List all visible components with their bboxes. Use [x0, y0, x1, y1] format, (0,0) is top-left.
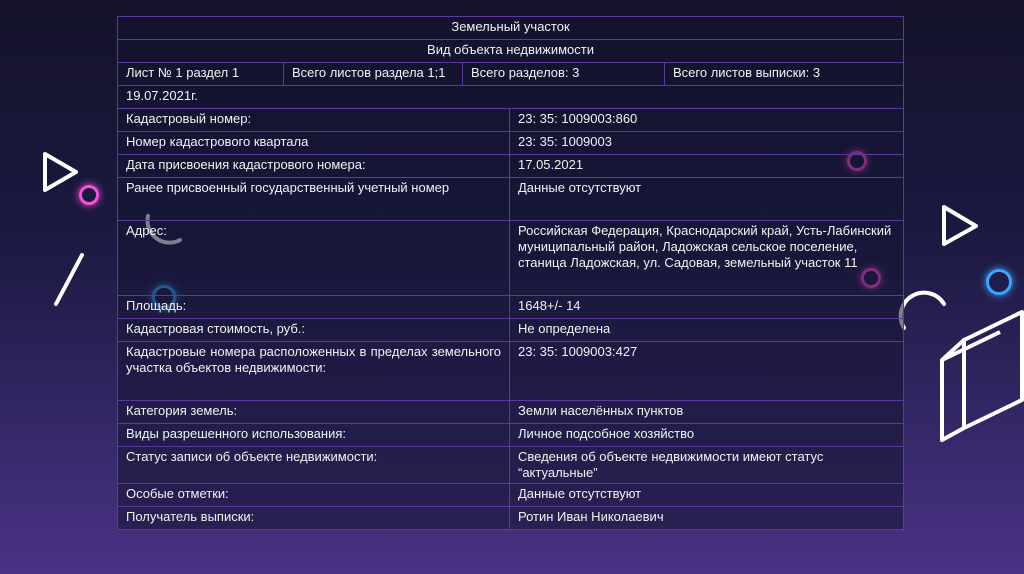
row-label: Категория земель: [118, 401, 510, 424]
row-label: Кадастровая стоимость, руб.: [118, 319, 510, 342]
table-row [118, 319, 904, 342]
row-value: 23: 35: 1009003 [510, 132, 904, 155]
blue-ring-right-icon [986, 269, 1012, 295]
table-row [118, 424, 904, 447]
row-value: Данные отсутствуют [510, 484, 904, 507]
row-label: Статус записи об объекте недвижимости: [118, 447, 510, 484]
table-row [118, 109, 904, 132]
row-label: Дата присвоения кадастрового номера: [118, 155, 510, 178]
row-label: Кадастровый номер: [118, 109, 510, 132]
row-label: Кадастровые номера расположенных в пределах земельного участка объектов недвижимости: [118, 342, 510, 401]
sheet-number: Лист № 1 раздел 1 [118, 63, 284, 86]
row-value: 23: 35: 1009003:427 [510, 342, 904, 401]
row-value: 1648+/- 14 [510, 296, 904, 319]
document-title: Земельный участок [118, 17, 904, 40]
row-value: Российская Федерация, Краснодарский край, Усть-Лабинский муниципальный район, Ладожская сельское поселение, станица Ладожская, ул. Садовая, земельный участок 11 [510, 221, 904, 296]
sheets-total: Всего листов выписки: 3 [665, 63, 904, 86]
row-value: Не определена [510, 319, 904, 342]
row-label: Получатель выписки: [118, 507, 510, 530]
table-row [118, 507, 904, 530]
row-value: Сведения об объекте недвижимости имеют статус “актуальные” [510, 447, 904, 484]
row-label: Ранее присвоенный государственный учетный номер [118, 178, 510, 221]
sheets-in-section: Всего листов раздела 1;1 [284, 63, 463, 86]
row-value: Данные отсутствуют [510, 178, 904, 221]
row-label: Адрес: [118, 221, 510, 296]
table-row [118, 155, 904, 178]
row-label: Площадь: [118, 296, 510, 319]
row-label: Особые отметки: [118, 484, 510, 507]
row-label: Виды разрешенного использования: [118, 424, 510, 447]
triangle-left-icon [40, 150, 82, 194]
sections-total: Всего разделов: 3 [463, 63, 665, 86]
table-row [118, 484, 904, 507]
row-value: Земли населённых пунктов [510, 401, 904, 424]
table-row [118, 132, 904, 155]
table-row [118, 178, 904, 221]
table-row [118, 342, 904, 401]
row-value: Ротин Иван Николаевич [510, 507, 904, 530]
table-row [118, 221, 904, 296]
table-row [118, 401, 904, 424]
pink-ring-left-icon [79, 185, 99, 205]
extract-table [117, 16, 904, 530]
table-row [118, 447, 904, 484]
prism-icon [934, 300, 1024, 450]
row-value: 23: 35: 1009003:860 [510, 109, 904, 132]
row-value: 17.05.2021 [510, 155, 904, 178]
table-row [118, 296, 904, 319]
extract-date: 19.07.2021г. [118, 86, 904, 109]
row-value: Личное подсобное хозяйство [510, 424, 904, 447]
triangle-right-icon [938, 202, 982, 248]
object-type: Вид объекта недвижимости [118, 40, 904, 63]
row-label: Номер кадастрового квартала [118, 132, 510, 155]
white-line-icon [50, 250, 90, 310]
